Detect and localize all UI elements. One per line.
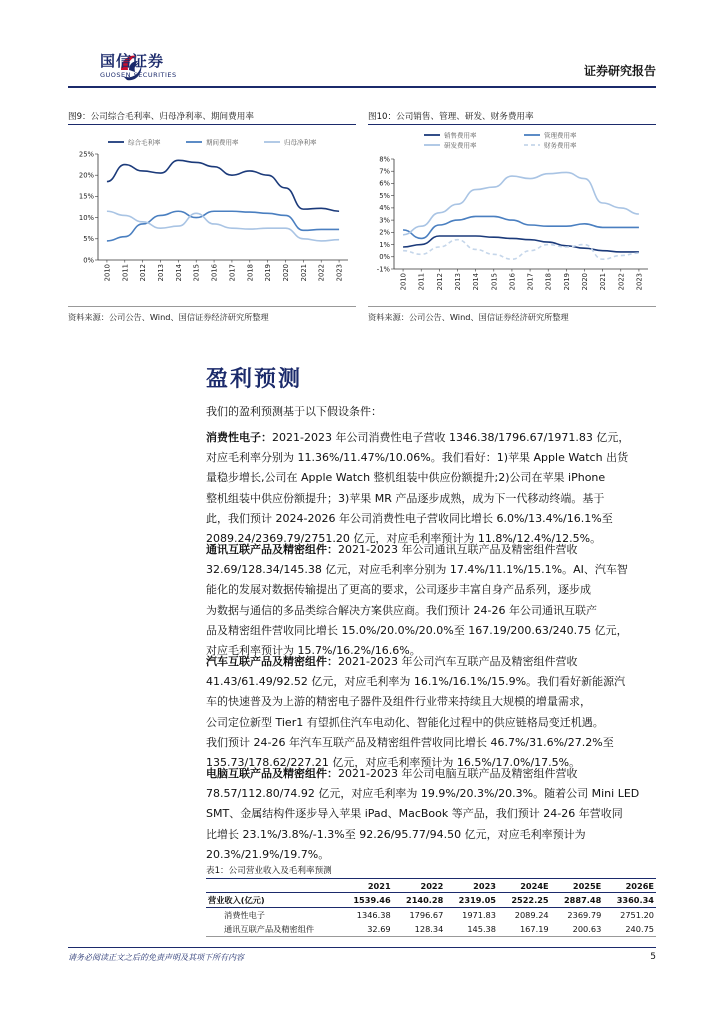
paragraph-line: 对应毛利率分别为 11.36%/11.47%/10.06%。我们看好：1)苹果 Apple Watch 出货 bbox=[206, 451, 629, 465]
paragraph-line: 32.69/128.34/145.38 亿元，对应毛利率分别为 17.4%/11.1%/15.1%。AI、汽车智 bbox=[206, 563, 628, 577]
table-cell: 2319.05 bbox=[445, 893, 498, 908]
paragraph-lead: 电脑互联产品及精密组件： bbox=[206, 767, 338, 780]
table-header-cell: 2025E bbox=[551, 879, 604, 893]
table-row-label: 营业收入(亿元) bbox=[206, 893, 340, 908]
x-tick-label: 2016 bbox=[508, 273, 517, 291]
report-type: 证券研究报告 bbox=[583, 64, 656, 78]
x-tick-label: 2012 bbox=[139, 264, 148, 282]
table-row bbox=[206, 893, 656, 908]
figure9-bottom-rule bbox=[68, 306, 356, 307]
y-tick-label: 3% bbox=[379, 216, 390, 225]
revenue-margin-table bbox=[206, 878, 656, 937]
legend-label: 销售费用率 bbox=[444, 131, 477, 140]
table-cell: 200.63 bbox=[551, 922, 604, 937]
section-title: 盈利预测 bbox=[206, 367, 303, 392]
x-tick-label: 2010 bbox=[103, 264, 112, 282]
y-tick-label: -1% bbox=[376, 265, 390, 274]
footer-disclaimer: 请务必阅读正文之后的免责声明及其项下所有内容 bbox=[68, 953, 244, 962]
table-cell: 1796.67 bbox=[409, 910, 444, 920]
figure10-source: 资料来源：公司公告、Wind、国信证券经济研究所整理 bbox=[368, 312, 569, 322]
x-tick-label: 2015 bbox=[490, 273, 499, 291]
y-tick-label: 2% bbox=[379, 228, 390, 237]
legend-label: 研发费用率 bbox=[444, 141, 477, 150]
y-tick-label: 25% bbox=[78, 150, 94, 159]
paragraph-consumer-electronics bbox=[206, 428, 656, 549]
x-tick-label: 2013 bbox=[157, 264, 165, 282]
figure10-chart bbox=[368, 128, 656, 303]
table-header-cell: 2024E bbox=[498, 879, 551, 893]
y-tick-label: 1% bbox=[379, 240, 390, 249]
table-row bbox=[206, 922, 656, 937]
table-cell: 2140.28 bbox=[393, 893, 446, 908]
header-divider bbox=[68, 86, 656, 88]
series-line bbox=[403, 216, 639, 238]
table-header-cell bbox=[206, 879, 340, 893]
paragraph-line: 为数据与通信的多品类综合解决方案供应商。我们预计 24-26 年公司通讯互联产 bbox=[206, 603, 597, 617]
y-tick-label: 20% bbox=[78, 171, 94, 180]
legend-label: 财务费用率 bbox=[544, 141, 577, 150]
x-tick-label: 2014 bbox=[472, 273, 481, 291]
legend-label: 管理费用率 bbox=[544, 131, 577, 140]
paragraph-line: 整机组装中供应份额提升；3)苹果 MR 产品逐步成熟，成为下一代移动终端。基于 bbox=[206, 491, 605, 505]
table-cell: 1346.38 bbox=[356, 910, 391, 920]
table-header-cell: 2026E bbox=[603, 879, 656, 893]
x-tick-label: 2017 bbox=[228, 264, 237, 282]
figure10-title: 图10：公司销售、管理、研发、财务费用率 bbox=[368, 112, 534, 122]
x-tick-label: 2021 bbox=[299, 264, 308, 282]
x-tick-label: 2019 bbox=[264, 264, 273, 282]
figure10-bottom-rule bbox=[368, 306, 656, 307]
x-tick-label: 2023 bbox=[635, 273, 644, 291]
table-title: 表1：公司营业收入及毛利率预测 bbox=[206, 866, 332, 876]
x-tick-label: 2018 bbox=[246, 264, 255, 282]
table-header-row bbox=[206, 879, 656, 893]
paragraph-lead: 消费性电子： bbox=[206, 431, 272, 444]
table-row-label: 通讯互联产品及精密组件 bbox=[206, 922, 340, 937]
paragraph-line: 此，我们预计 2024-2026 年公司消费性电子营收同比增长 6.0%/13.4%/16.1%至 bbox=[206, 511, 613, 525]
paragraph-line: 78.57/112.80/74.92 亿元，对应毛利率为 19.9%/20.3%/20.3%。随着公司 Mini LED bbox=[206, 787, 640, 801]
paragraph-line: 41.43/61.49/92.52 亿元，对应毛利率为 16.1%/16.1%/15.9%。我们看好新能源汽 bbox=[206, 675, 626, 689]
table-cell: 3360.34 bbox=[603, 893, 656, 908]
x-tick-label: 2015 bbox=[192, 264, 201, 282]
paragraph-line: 20.3%/21.9%/19.7%。 bbox=[206, 847, 330, 861]
x-tick-label: 2018 bbox=[544, 273, 553, 291]
paragraph-line: 公司定位新型 Tier1 有望抓住汽车电动化、智能化过程中的供应链格局变迁机遇。 bbox=[206, 715, 604, 729]
table-cell: 1539.46 bbox=[340, 893, 393, 908]
paragraph-line: 能化的发展对数据传输提出了更高的要求，公司逐步丰富自身产品系列，逐步成 bbox=[206, 583, 591, 597]
table-cell: 145.38 bbox=[445, 922, 498, 937]
paragraph-line: SMT、金属结构件逐步导入苹果 iPad、MacBook 等产品，我们预计 24-26 年营收同 bbox=[206, 807, 623, 821]
x-tick-label: 2016 bbox=[210, 264, 219, 282]
y-tick-label: 0% bbox=[379, 253, 390, 262]
paragraph-line-text: 2021-2023 年公司汽车互联产品及精密组件营收 bbox=[338, 655, 578, 668]
y-tick-label: 7% bbox=[379, 167, 390, 176]
figure9-chart bbox=[68, 128, 356, 303]
table-cell: 128.34 bbox=[393, 922, 446, 937]
paragraph-line: 品及精密组件营收同比增长 15.0%/20.0%/20.0%至 167.19/200.63/240.75 亿元， bbox=[206, 623, 628, 637]
series-line bbox=[107, 160, 339, 211]
legend-label: 归母净利率 bbox=[284, 138, 317, 147]
y-tick-label: 15% bbox=[78, 192, 94, 201]
figure9-title: 图9：公司综合毛利率、归母净利率、期间费用率 bbox=[68, 112, 254, 122]
paragraph-line bbox=[206, 652, 656, 672]
paragraph-computer bbox=[206, 764, 656, 865]
table-cell: 167.19 bbox=[498, 922, 551, 937]
x-tick-label: 2017 bbox=[526, 273, 535, 291]
figure9-top-rule bbox=[68, 124, 356, 125]
series-line bbox=[403, 236, 639, 252]
x-tick-label: 2010 bbox=[399, 273, 408, 291]
table-row bbox=[206, 908, 656, 923]
paragraph-line bbox=[206, 428, 656, 448]
paragraph-line bbox=[206, 764, 656, 784]
figure9-source: 资料来源：公司公告、Wind、国信证券经济研究所整理 bbox=[68, 312, 269, 322]
x-tick-label: 2012 bbox=[435, 273, 444, 291]
paragraph-line-text: 2021-2023 年公司消费性电子营收 1346.38/1796.67/1971.83 亿元， bbox=[272, 431, 630, 444]
paragraph-line-text: 2021-2023 年公司电脑互联产品及精密组件营收 bbox=[338, 767, 578, 780]
table-header-cell: 2021 bbox=[340, 879, 393, 893]
y-tick-label: 5% bbox=[83, 235, 94, 244]
legend-label: 综合毛利率 bbox=[128, 138, 161, 147]
table-cell: 2887.48 bbox=[551, 893, 604, 908]
table-cell: 2089.24 bbox=[514, 910, 549, 920]
x-tick-label: 2011 bbox=[417, 273, 426, 291]
figure10-top-rule bbox=[368, 124, 656, 125]
x-tick-label: 2014 bbox=[174, 264, 183, 282]
y-tick-label: 5% bbox=[379, 191, 390, 200]
page-header bbox=[0, 0, 724, 90]
x-tick-label: 2022 bbox=[317, 264, 326, 282]
paragraph-line: 135.73/178.62/227.21 亿元，对应毛利率预计为 16.5%/17.0%/17.5%。 bbox=[206, 756, 581, 770]
intro-text: 我们的盈利预测基于以下假设条件： bbox=[206, 405, 382, 418]
table-header-cell: 2023 bbox=[445, 879, 498, 893]
x-tick-label: 2020 bbox=[581, 273, 589, 291]
series-line bbox=[107, 211, 339, 241]
series-line bbox=[403, 240, 639, 260]
legend-label: 期间费用率 bbox=[206, 138, 239, 147]
logo-text-cn: 国信证券 bbox=[100, 52, 165, 70]
x-tick-label: 2023 bbox=[335, 264, 344, 282]
paragraph-line: 车的快速普及为上游的精密电子器件及组件行业带来持续且大规模的增量需求， bbox=[206, 695, 591, 709]
paragraph-lead: 通讯互联产品及精密组件： bbox=[206, 543, 338, 556]
x-tick-label: 2019 bbox=[562, 273, 571, 291]
y-tick-label: 8% bbox=[379, 155, 390, 164]
y-tick-label: 4% bbox=[379, 204, 390, 213]
table-header-cell: 2022 bbox=[393, 879, 446, 893]
paragraph-automotive bbox=[206, 652, 656, 773]
x-tick-label: 2011 bbox=[121, 264, 130, 282]
paragraph-line: 我们预计 24-26 年汽车互联产品及精密组件营收同比增长 46.7%/31.6%/27.2%至 bbox=[206, 735, 614, 749]
table-cell: 2751.20 bbox=[620, 910, 654, 920]
paragraph-line-text: 2021-2023 年公司通讯互联产品及精密组件营收 bbox=[338, 543, 578, 556]
x-tick-label: 2013 bbox=[454, 273, 462, 291]
page-number: 5 bbox=[650, 952, 656, 962]
y-tick-label: 6% bbox=[379, 179, 390, 188]
table-cell: 2522.25 bbox=[498, 893, 551, 908]
paragraph-line: 比增长 23.1%/3.8%/-1.3%至 92.26/95.77/94.50 亿元，对应毛利率预计为 bbox=[206, 827, 586, 841]
paragraph-line: 对应毛利率预计为 15.7%/16.2%/16.6%。 bbox=[206, 644, 421, 658]
paragraph-line: 量稳步增长,公司在 Apple Watch 整机组装中供应份额提升;2)公司在苹果 iPhone bbox=[206, 471, 606, 485]
x-tick-label: 2022 bbox=[617, 273, 626, 291]
table-row-label: 消费性电子 bbox=[224, 909, 265, 920]
paragraph-line bbox=[206, 540, 656, 560]
paragraph-lead: 汽车互联产品及精密组件： bbox=[206, 655, 338, 668]
table-cell: 240.75 bbox=[603, 922, 656, 937]
table-cell: 32.69 bbox=[340, 922, 393, 937]
paragraph-line: 2089.24/2369.79/2751.20 亿元，对应毛利率预计为 11.8%/12.4%/12.5%。 bbox=[206, 532, 602, 546]
table-cell: 2369.79 bbox=[567, 910, 602, 920]
y-tick-label: 10% bbox=[78, 213, 94, 222]
logo-text-en: GUOSEN SECURITIES bbox=[100, 71, 177, 79]
y-tick-label: 0% bbox=[83, 256, 94, 265]
x-tick-label: 2021 bbox=[599, 273, 608, 291]
paragraph-communication bbox=[206, 540, 656, 661]
footer-divider bbox=[68, 947, 656, 948]
table-cell: 1971.83 bbox=[462, 910, 496, 920]
x-tick-label: 2020 bbox=[282, 264, 290, 282]
